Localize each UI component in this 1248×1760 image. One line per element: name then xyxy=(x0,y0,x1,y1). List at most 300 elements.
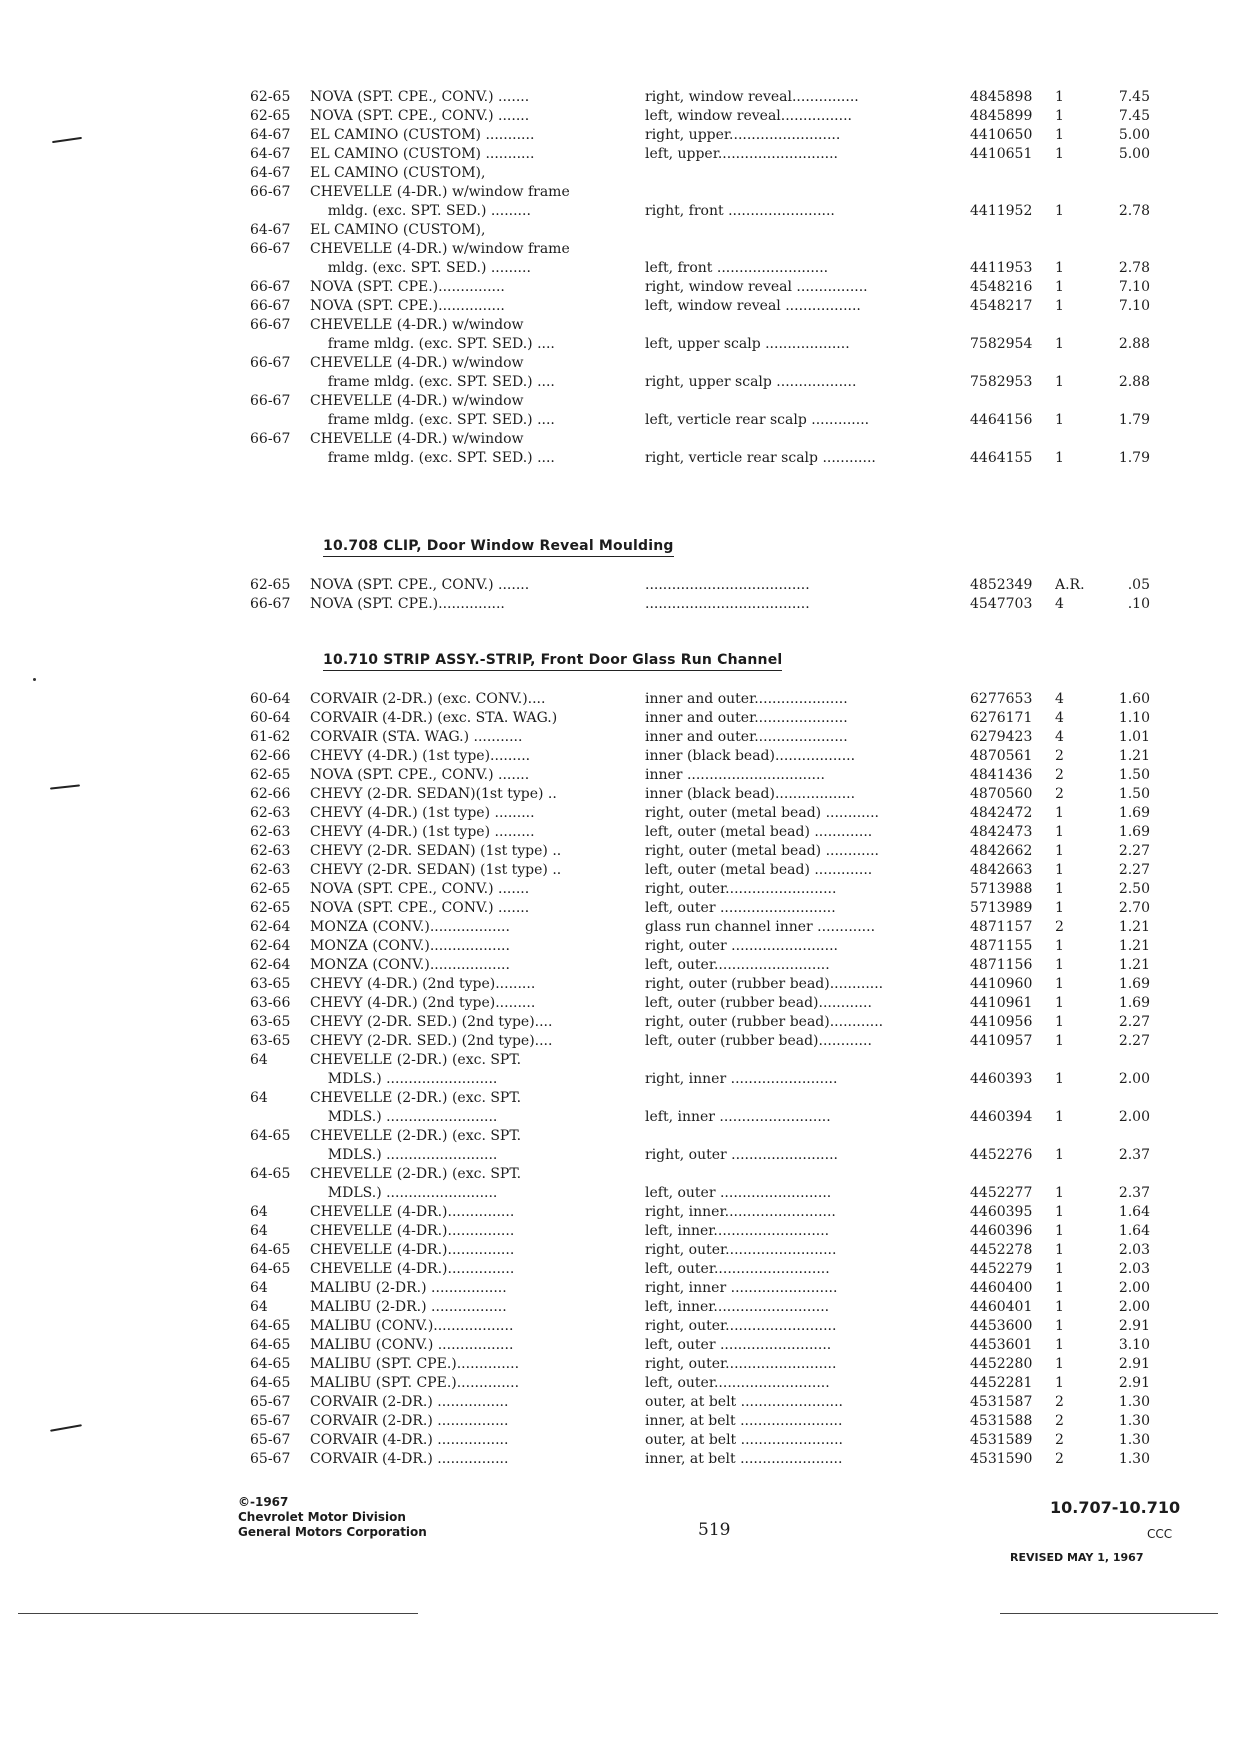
year-range: 64-65 xyxy=(250,1375,291,1391)
year-range: 62-65 xyxy=(250,767,291,783)
table-row xyxy=(0,728,1248,747)
price: 1.50 xyxy=(1118,786,1150,802)
quantity: A.R. xyxy=(1055,577,1085,593)
part-number: 4411952 xyxy=(970,203,1033,219)
quantity: 1 xyxy=(1055,1204,1064,1220)
table-row xyxy=(0,975,1248,994)
bottom-rule-right xyxy=(1000,1613,1218,1614)
price: 1.30 xyxy=(1118,1413,1150,1429)
quantity: 1 xyxy=(1055,298,1064,314)
part-number: 4871155 xyxy=(970,938,1033,954)
table-row xyxy=(0,595,1248,614)
price: 2.91 xyxy=(1118,1356,1150,1372)
part-number: 4464155 xyxy=(970,450,1033,466)
price: 2.03 xyxy=(1118,1261,1150,1277)
price: 1.79 xyxy=(1118,412,1150,428)
part-number: 4548217 xyxy=(970,298,1033,314)
part-description: right, outer......................... xyxy=(645,1318,837,1334)
table-row xyxy=(0,937,1248,956)
model-name: CHEVELLE (2-DR.) (exc. SPT. MDLS.) ......................... xyxy=(310,1052,522,1087)
part-number: 6276171 xyxy=(970,710,1033,726)
part-description: right, inner ........................ xyxy=(645,1071,838,1087)
year-range: 65-67 xyxy=(250,1451,291,1467)
table-row xyxy=(0,1412,1248,1431)
part-number: 4452276 xyxy=(970,1147,1033,1163)
table-row xyxy=(0,1374,1248,1393)
price: .10 xyxy=(1127,596,1150,612)
price: 1.21 xyxy=(1118,957,1150,973)
model-name: CHEVY (2-DR. SEDAN)(1st type) .. xyxy=(310,786,557,802)
section-range: 10.707-10.710 xyxy=(1050,1498,1181,1517)
quantity: 1 xyxy=(1055,1242,1064,1258)
model-name: NOVA (SPT. CPE.)............... xyxy=(310,298,505,314)
part-number: 4460393 xyxy=(970,1071,1033,1087)
price: 2.27 xyxy=(1118,1033,1150,1049)
model-name: CHEVY (2-DR. SEDAN) (1st type) .. xyxy=(310,843,562,859)
year-range: 66-67 xyxy=(250,596,291,612)
model-name: NOVA (SPT. CPE., CONV.) ....... xyxy=(310,900,530,916)
year-range: 64-65 xyxy=(250,1166,291,1182)
quantity: 1 xyxy=(1055,843,1064,859)
table-row xyxy=(0,392,1248,430)
table-row xyxy=(0,1298,1248,1317)
part-number: 4870561 xyxy=(970,748,1033,764)
model-name: EL CAMINO (CUSTOM) ........... xyxy=(310,146,535,162)
table-row xyxy=(0,1013,1248,1032)
model-name: NOVA (SPT. CPE., CONV.) ....... xyxy=(310,767,530,783)
quantity: 2 xyxy=(1055,748,1064,764)
part-number: 4464156 xyxy=(970,412,1033,428)
quantity: 1 xyxy=(1055,824,1064,840)
table-row xyxy=(0,297,1248,316)
table-row xyxy=(0,430,1248,468)
corporation-name: General Motors Corporation xyxy=(238,1525,427,1539)
quantity: 1 xyxy=(1055,1318,1064,1334)
part-description: left, inner.......................... xyxy=(645,1299,830,1315)
quantity: 1 xyxy=(1055,260,1064,276)
part-description: right, outer (rubber bead)............ xyxy=(645,1014,884,1030)
model-name: NOVA (SPT. CPE., CONV.) ....... xyxy=(310,108,530,124)
price: 7.45 xyxy=(1118,89,1150,105)
price: 1.79 xyxy=(1118,450,1150,466)
model-name: CORVAIR (4-DR.) ................ xyxy=(310,1451,509,1467)
part-description: right, outer ........................ xyxy=(645,938,838,954)
part-description: inner and outer..................... xyxy=(645,729,848,745)
year-range: 66-67 xyxy=(250,431,291,447)
model-name: NOVA (SPT. CPE., CONV.) ....... xyxy=(310,577,530,593)
part-description: inner, at belt ....................... xyxy=(645,1451,843,1467)
part-number: 4531588 xyxy=(970,1413,1033,1429)
model-name: MALIBU (CONV.).................. xyxy=(310,1318,514,1334)
section-heading: 10.710 STRIP ASSY.-STRIP, Front Door Glass Run Channel xyxy=(323,652,782,671)
year-range: 64-65 xyxy=(250,1242,291,1258)
table-row xyxy=(0,1203,1248,1222)
price: 2.78 xyxy=(1118,260,1150,276)
part-description: right, front ........................ xyxy=(645,203,835,219)
model-name: NOVA (SPT. CPE.)............... xyxy=(310,279,505,295)
table-row xyxy=(0,1241,1248,1260)
price: 2.78 xyxy=(1118,203,1150,219)
table-row xyxy=(0,278,1248,297)
year-range: 64 xyxy=(250,1052,268,1068)
price: 1.60 xyxy=(1118,691,1150,707)
part-number: 4460401 xyxy=(970,1299,1033,1315)
part-description: outer, at belt ....................... xyxy=(645,1394,843,1410)
price: 1.69 xyxy=(1118,976,1150,992)
table-row xyxy=(0,1089,1248,1127)
part-description: right, upper scalp .................. xyxy=(645,374,857,390)
part-description: right, inner ........................ xyxy=(645,1280,838,1296)
quantity: 1 xyxy=(1055,203,1064,219)
part-description: right, window reveal ................ xyxy=(645,279,868,295)
table-row xyxy=(0,126,1248,145)
model-name: CHEVELLE (4-DR.)............... xyxy=(310,1223,515,1239)
table-row xyxy=(0,1051,1248,1089)
table-row xyxy=(0,880,1248,899)
price: 2.27 xyxy=(1118,1014,1150,1030)
part-number: 4460394 xyxy=(970,1109,1033,1125)
year-range: 60-64 xyxy=(250,691,291,707)
table-row xyxy=(0,690,1248,709)
quantity: 2 xyxy=(1055,1451,1064,1467)
division-name: Chevrolet Motor Division xyxy=(238,1510,406,1524)
part-description: left, window reveal................ xyxy=(645,108,852,124)
year-range: 60-64 xyxy=(250,710,291,726)
table-row xyxy=(0,861,1248,880)
part-number: 4410960 xyxy=(970,976,1033,992)
quantity: 1 xyxy=(1055,89,1064,105)
part-number: 4870560 xyxy=(970,786,1033,802)
table-row xyxy=(0,994,1248,1013)
quantity: 1 xyxy=(1055,1185,1064,1201)
year-range: 63-65 xyxy=(250,976,291,992)
year-range: 66-67 xyxy=(250,393,291,409)
table-row xyxy=(0,709,1248,728)
part-description: left, outer.......................... xyxy=(645,1375,830,1391)
part-description: inner, at belt ....................... xyxy=(645,1413,843,1429)
part-description: right, outer (rubber bead)............ xyxy=(645,976,884,992)
price: 7.10 xyxy=(1118,279,1150,295)
model-name: CHEVELLE (4-DR.)............... xyxy=(310,1261,515,1277)
part-description: left, inner.......................... xyxy=(645,1223,830,1239)
part-number: 4411953 xyxy=(970,260,1033,276)
year-range: 65-67 xyxy=(250,1413,291,1429)
quantity: 1 xyxy=(1055,146,1064,162)
model-name: NOVA (SPT. CPE., CONV.) ....... xyxy=(310,89,530,105)
price: 2.03 xyxy=(1118,1242,1150,1258)
model-name: MONZA (CONV.).................. xyxy=(310,938,510,954)
price: 2.00 xyxy=(1118,1280,1150,1296)
part-description: right, inner......................... xyxy=(645,1204,836,1220)
price: 2.00 xyxy=(1118,1299,1150,1315)
year-range: 62-65 xyxy=(250,881,291,897)
year-range: 63-65 xyxy=(250,1014,291,1030)
section-heading: 10.708 CLIP, Door Window Reveal Moulding xyxy=(323,538,674,557)
part-description: left, outer ......................... xyxy=(645,1337,832,1353)
quantity: 1 xyxy=(1055,1280,1064,1296)
table-row xyxy=(0,1032,1248,1051)
part-number: 4410650 xyxy=(970,127,1033,143)
price: 2.91 xyxy=(1118,1375,1150,1391)
part-number: 4842472 xyxy=(970,805,1033,821)
publisher-block xyxy=(238,1495,427,1540)
table-row xyxy=(0,1393,1248,1412)
year-range: 65-67 xyxy=(250,1394,291,1410)
model-name: CHEVY (4-DR.) (2nd type)......... xyxy=(310,995,536,1011)
part-description: left, outer .......................... xyxy=(645,900,836,916)
part-description: inner and outer..................... xyxy=(645,691,848,707)
table-row xyxy=(0,766,1248,785)
part-description: left, front ......................... xyxy=(645,260,829,276)
part-number: 4410956 xyxy=(970,1014,1033,1030)
part-description: right, window reveal............... xyxy=(645,89,859,105)
model-name: MALIBU (2-DR.) ................. xyxy=(310,1280,507,1296)
part-description: left, outer (metal bead) ............. xyxy=(645,862,873,878)
part-number: 4460395 xyxy=(970,1204,1033,1220)
year-range: 64 xyxy=(250,1204,268,1220)
quantity: 2 xyxy=(1055,1432,1064,1448)
price: 3.10 xyxy=(1118,1337,1150,1353)
year-range: 62-65 xyxy=(250,108,291,124)
price: 1.69 xyxy=(1118,995,1150,1011)
price: 2.91 xyxy=(1118,1318,1150,1334)
model-name: CHEVELLE (4-DR.) w/window frame mldg. (exc. SPT. SED.) .... xyxy=(310,393,555,428)
quantity: 1 xyxy=(1055,1014,1064,1030)
year-range: 66-67 xyxy=(250,317,291,333)
part-description: left, upper........................... xyxy=(645,146,839,162)
part-description: left, verticle rear scalp ............. xyxy=(645,412,870,428)
part-number: 4548216 xyxy=(970,279,1033,295)
price: 2.00 xyxy=(1118,1109,1150,1125)
part-description: right, outer (metal bead) ............ xyxy=(645,805,879,821)
model-name: NOVA (SPT. CPE., CONV.) ....... xyxy=(310,881,530,897)
year-range: 64-65 xyxy=(250,1356,291,1372)
table-row xyxy=(0,842,1248,861)
page-number: 519 xyxy=(698,1520,731,1540)
year-range: 64-65 xyxy=(250,1261,291,1277)
quantity: 1 xyxy=(1055,336,1064,352)
part-number: 4842473 xyxy=(970,824,1033,840)
model-name: MONZA (CONV.).................. xyxy=(310,919,510,935)
year-range: 62-63 xyxy=(250,862,291,878)
quantity: 1 xyxy=(1055,995,1064,1011)
year-range: 62-65 xyxy=(250,89,291,105)
part-number: 4842663 xyxy=(970,862,1033,878)
year-range: 64-67 xyxy=(250,127,291,143)
part-number: 4410957 xyxy=(970,1033,1033,1049)
table-row xyxy=(0,164,1248,221)
part-number: 6279423 xyxy=(970,729,1033,745)
model-name: MALIBU (SPT. CPE.).............. xyxy=(310,1356,520,1372)
part-description: glass run channel inner ............. xyxy=(645,919,876,935)
quantity: 1 xyxy=(1055,957,1064,973)
table-row xyxy=(0,823,1248,842)
year-range: 63-65 xyxy=(250,1033,291,1049)
table-row xyxy=(0,145,1248,164)
price: 2.27 xyxy=(1118,862,1150,878)
model-name: CHEVY (4-DR.) (1st type) ......... xyxy=(310,824,535,840)
year-range: 64 xyxy=(250,1090,268,1106)
table-row xyxy=(0,785,1248,804)
price: 7.45 xyxy=(1118,108,1150,124)
part-description: left, outer ......................... xyxy=(645,1185,832,1201)
model-name: CHEVELLE (2-DR.) (exc. SPT. MDLS.) ......................... xyxy=(310,1128,522,1163)
model-name: CHEVY (2-DR. SED.) (2nd type).... xyxy=(310,1033,553,1049)
model-name: CHEVELLE (2-DR.) (exc. SPT. MDLS.) ......................... xyxy=(310,1166,522,1201)
year-range: 62-64 xyxy=(250,957,291,973)
table-row xyxy=(0,1165,1248,1203)
year-range: 62-64 xyxy=(250,938,291,954)
part-description: right, outer ........................ xyxy=(645,1147,838,1163)
part-number: 4410651 xyxy=(970,146,1033,162)
part-number: 4871156 xyxy=(970,957,1033,973)
model-name: MONZA (CONV.).................. xyxy=(310,957,510,973)
table-row xyxy=(0,316,1248,354)
quantity: 1 xyxy=(1055,1356,1064,1372)
quantity: 1 xyxy=(1055,108,1064,124)
quantity: 1 xyxy=(1055,976,1064,992)
part-number: 4453600 xyxy=(970,1318,1033,1334)
part-description: left, outer.......................... xyxy=(645,1261,830,1277)
part-description: left, outer (rubber bead)............ xyxy=(645,1033,872,1049)
model-name: EL CAMINO (CUSTOM) ........... xyxy=(310,127,535,143)
quantity: 1 xyxy=(1055,881,1064,897)
part-description: inner ............................... xyxy=(645,767,825,783)
year-range: 62-65 xyxy=(250,577,291,593)
table-row xyxy=(0,1127,1248,1165)
table-row xyxy=(0,107,1248,126)
price: 1.50 xyxy=(1118,767,1150,783)
quantity: 4 xyxy=(1055,691,1064,707)
quantity: 1 xyxy=(1055,1261,1064,1277)
model-name: CORVAIR (4-DR.) (exc. STA. WAG.) xyxy=(310,710,558,726)
part-description: right, outer......................... xyxy=(645,1242,837,1258)
quantity: 2 xyxy=(1055,1413,1064,1429)
part-number: 4452278 xyxy=(970,1242,1033,1258)
model-name: CORVAIR (4-DR.) ................ xyxy=(310,1432,509,1448)
part-number: 4452281 xyxy=(970,1375,1033,1391)
quantity: 1 xyxy=(1055,1147,1064,1163)
quantity: 1 xyxy=(1055,450,1064,466)
quantity: 1 xyxy=(1055,862,1064,878)
model-name: CHEVY (4-DR.) (1st type)......... xyxy=(310,748,531,764)
year-range: 62-64 xyxy=(250,919,291,935)
year-range: 62-66 xyxy=(250,748,291,764)
part-description: outer, at belt ....................... xyxy=(645,1432,843,1448)
price: 5.00 xyxy=(1118,146,1150,162)
table-row xyxy=(0,1336,1248,1355)
table-row xyxy=(0,1279,1248,1298)
quantity: 1 xyxy=(1055,1375,1064,1391)
table-row xyxy=(0,747,1248,766)
model-name: CORVAIR (STA. WAG.) ........... xyxy=(310,729,523,745)
table-row xyxy=(0,1317,1248,1336)
quantity: 1 xyxy=(1055,127,1064,143)
quantity: 1 xyxy=(1055,1071,1064,1087)
price: 1.01 xyxy=(1118,729,1150,745)
part-number: 4460396 xyxy=(970,1223,1033,1239)
margin-dot xyxy=(33,678,36,681)
part-description: right, upper......................... xyxy=(645,127,841,143)
part-number: 4452279 xyxy=(970,1261,1033,1277)
price: 2.27 xyxy=(1118,843,1150,859)
price: 7.10 xyxy=(1118,298,1150,314)
table-row xyxy=(0,804,1248,823)
year-range: 64-67 66-67 xyxy=(250,165,291,200)
price: 1.64 xyxy=(1118,1223,1150,1239)
model-name: CORVAIR (2-DR.) ................ xyxy=(310,1413,509,1429)
quantity: 1 xyxy=(1055,900,1064,916)
part-description: right, outer (metal bead) ............ xyxy=(645,843,879,859)
quantity: 1 xyxy=(1055,1299,1064,1315)
price: 2.88 xyxy=(1118,374,1150,390)
quantity: 1 xyxy=(1055,279,1064,295)
model-name: CHEVY (2-DR. SED.) (2nd type).... xyxy=(310,1014,553,1030)
model-name: CHEVY (4-DR.) (2nd type)......... xyxy=(310,976,536,992)
model-name: CHEVY (4-DR.) (1st type) ......... xyxy=(310,805,535,821)
quantity: 2 xyxy=(1055,767,1064,783)
model-name: CORVAIR (2-DR.) (exc. CONV.).... xyxy=(310,691,546,707)
year-range: 64 xyxy=(250,1299,268,1315)
price: 1.21 xyxy=(1118,919,1150,935)
part-number: 4547703 xyxy=(970,596,1033,612)
model-name: CHEVELLE (4-DR.)............... xyxy=(310,1204,515,1220)
price: 1.21 xyxy=(1118,938,1150,954)
year-range: 64-65 xyxy=(250,1318,291,1334)
price: 1.30 xyxy=(1118,1451,1150,1467)
part-description: inner and outer..................... xyxy=(645,710,848,726)
quantity: 1 xyxy=(1055,374,1064,390)
quantity: 1 xyxy=(1055,412,1064,428)
part-number: 4845898 xyxy=(970,89,1033,105)
part-number: 4460400 xyxy=(970,1280,1033,1296)
model-name: CORVAIR (2-DR.) ................ xyxy=(310,1394,509,1410)
quantity: 1 xyxy=(1055,805,1064,821)
part-number: 4841436 xyxy=(970,767,1033,783)
price: 2.50 xyxy=(1118,881,1150,897)
price: .05 xyxy=(1127,577,1150,593)
part-description: left, window reveal ................. xyxy=(645,298,861,314)
year-range: 64-65 xyxy=(250,1128,291,1144)
price: 2.37 xyxy=(1118,1147,1150,1163)
part-number: 4452277 xyxy=(970,1185,1033,1201)
table-row xyxy=(0,221,1248,278)
model-name: CHEVELLE (4-DR.) w/window frame mldg. (exc. SPT. SED.) .... xyxy=(310,317,555,352)
table-row xyxy=(0,1260,1248,1279)
price: 1.30 xyxy=(1118,1394,1150,1410)
price: 1.10 xyxy=(1118,710,1150,726)
year-range: 62-63 xyxy=(250,824,291,840)
part-description: left, upper scalp ................... xyxy=(645,336,850,352)
part-description: left, outer (rubber bead)............ xyxy=(645,995,872,1011)
part-number: 4871157 xyxy=(970,919,1033,935)
price: 2.00 xyxy=(1118,1071,1150,1087)
model-name: CHEVELLE (4-DR.) w/window frame mldg. (exc. SPT. SED.) .... xyxy=(310,355,555,390)
quantity: 1 xyxy=(1055,1033,1064,1049)
quantity: 1 xyxy=(1055,1109,1064,1125)
part-number: 4531589 xyxy=(970,1432,1033,1448)
model-name: CHEVELLE (2-DR.) (exc. SPT. MDLS.) ......................... xyxy=(310,1090,522,1125)
revision-date: REVISED MAY 1, 1967 xyxy=(1010,1551,1144,1564)
price: 1.64 xyxy=(1118,1204,1150,1220)
table-row xyxy=(0,918,1248,937)
year-range: 65-67 xyxy=(250,1432,291,1448)
part-number: 4531587 xyxy=(970,1394,1033,1410)
bottom-rule xyxy=(18,1613,418,1614)
price: 1.69 xyxy=(1118,805,1150,821)
part-description: right, outer......................... xyxy=(645,1356,837,1372)
price: 1.21 xyxy=(1118,748,1150,764)
